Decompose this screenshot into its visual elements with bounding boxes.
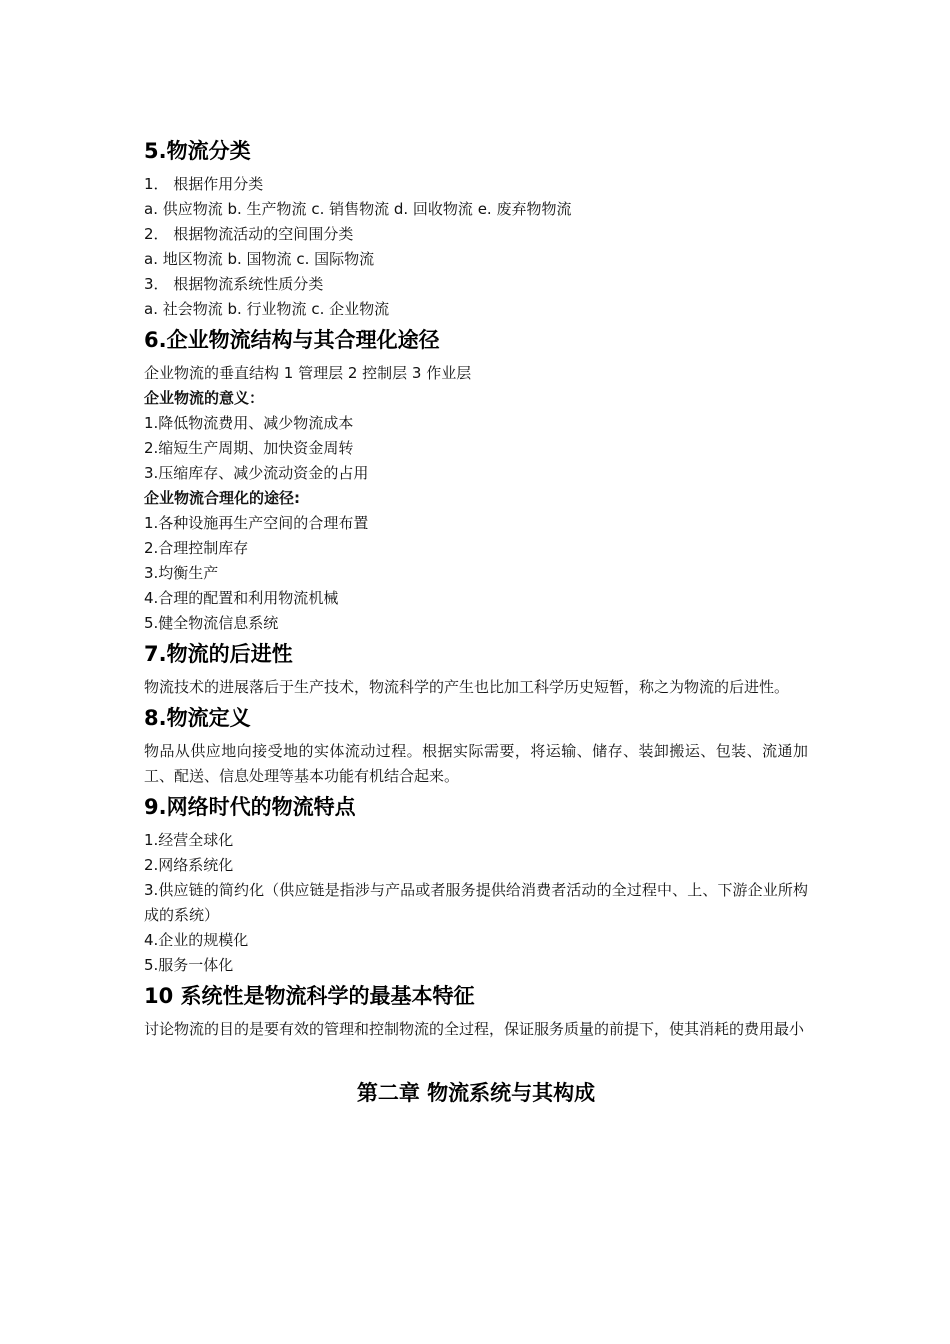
paragraph: 讨论物流的目的是要有效的管理和控制物流的全过程，保证服务质量的前提下，使其消耗的费用最小 xyxy=(144,1020,805,1038)
chapter-title: 第二章 物流系统与其构成 xyxy=(356,1081,596,1105)
list-item: 3.均衡生产 xyxy=(144,564,219,582)
list-item: 2.网络系统化 xyxy=(144,856,234,874)
structure-text: 企业物流的垂直结构 1 管理层 2 控制层 3 作业层 xyxy=(144,364,472,382)
section-8 xyxy=(144,703,808,789)
section-heading: 9.网络时代的物流特点 xyxy=(144,795,356,819)
list-item: 5.健全物流信息系统 xyxy=(144,614,279,632)
list-item: a. 供应物流 b. 生产物流 c. 销售物流 d. 回收物流 e. 废弃物物流 xyxy=(144,200,572,218)
section-10 xyxy=(144,981,808,1042)
list-item: 4.企业的规模化 xyxy=(144,931,249,949)
section-heading: 10 系统性是物流科学的最基本特征 xyxy=(144,984,475,1008)
list-item: 2． 根据物流活动的空间围分类 xyxy=(144,225,354,243)
section-heading: 8.物流定义 xyxy=(144,706,251,730)
section-7 xyxy=(144,639,808,700)
list-item: 5.服务一体化 xyxy=(144,956,234,974)
section-6 xyxy=(144,325,808,636)
section-5 xyxy=(144,136,808,322)
list-item: 1.各种设施再生产空间的合理布置 xyxy=(144,514,369,532)
list-item: 4.合理的配置和利用物流机械 xyxy=(144,589,339,607)
list-item: 2.合理控制库存 xyxy=(144,539,249,557)
paragraph: 物品从供应地向接受地的实体流动过程。根据实际需要，将运输、储存、装卸搬运、包装、流通加工、配送、信息处理等基本功能有机结合起来。 xyxy=(144,742,808,785)
paragraph: 物流技术的进展落后于生产技术，物流科学的产生也比加工科学历史短暂，称之为物流的后进性。 xyxy=(144,678,790,696)
document-content xyxy=(144,136,808,1108)
section-heading: 7.物流的后进性 xyxy=(144,642,293,666)
list-item: 1． 根据作用分类 xyxy=(144,175,264,193)
meaning-label: 企业物流的意义： xyxy=(144,389,265,407)
list-item: 1.经营全球化 xyxy=(144,831,234,849)
list-item: 3.供应链的简约化（供应链是指涉与产品或者服务提供给消费者活动的全过程中、上、下游企业所构成的系统） xyxy=(144,881,808,924)
section-heading: 6.企业物流结构与其合理化途径 xyxy=(144,328,440,352)
ways-label: 企业物流合理化的途径: xyxy=(144,489,300,507)
section-heading: 5.物流分类 xyxy=(144,139,251,163)
list-item: 2.缩短生产周期、加快资金周转 xyxy=(144,439,354,457)
list-item: 3． 根据物流系统性质分类 xyxy=(144,275,324,293)
list-item: a. 地区物流 b. 国物流 c. 国际物流 xyxy=(144,250,375,268)
list-item: 3.压缩库存、减少流动资金的占用 xyxy=(144,464,369,482)
section-9 xyxy=(144,792,808,978)
list-item: a. 社会物流 b. 行业物流 c. 企业物流 xyxy=(144,300,390,318)
list-item: 1.降低物流费用、减少物流成本 xyxy=(144,414,354,432)
